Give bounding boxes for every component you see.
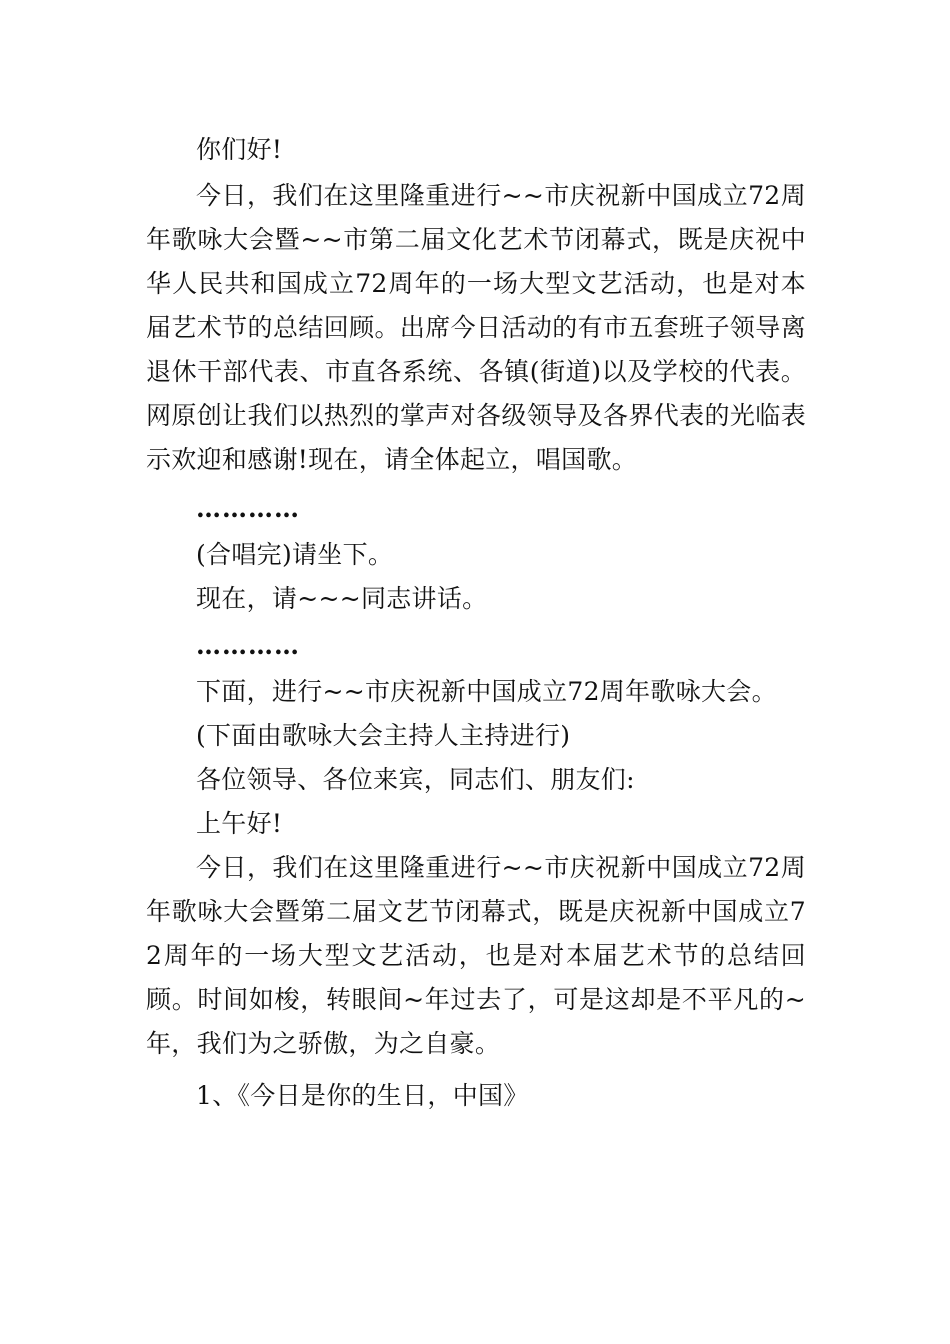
paragraph-good-morning: 上午好! <box>196 809 283 838</box>
paragraph-opening-speech: 今日，我们在这里隆重进行~~市庆祝新中国成立72周年歌咏大会暨~~市第二届文化艺术节闭幕式，既是庆祝中华人民共和国成立72周年的一场大型文艺活动，也是对本届艺术节的总结回顾。出席今日活动的有市五套班子领导离退休干部代表、市直各系统、各镇(街道)以及学校的代表。网原创让我们以热烈的掌声对各级领导及各界代表的光临表示欢迎和感谢!现在，请全体起立，唱国歌。 <box>146 181 806 474</box>
paragraph-host-speech: 今日，我们在这里隆重进行~~市庆祝新中国成立72周年歌咏大会暨第二届文艺节闭幕式，既是庆祝新中国成立72周年的一场大型文艺活动，也是对本届艺术节的总结回顾。时间如梭，转眼间~年过去了，可是这却是不平凡的~年，我们为之骄傲，为之自豪。 <box>146 853 806 1058</box>
program-item-1: 1、《今日是你的生日，中国》 <box>196 1081 529 1110</box>
paragraph-salutation: 各位领导、各位来宾，同志们、朋友们: <box>196 765 635 794</box>
document-body <box>146 128 806 1118</box>
paragraph-host-note: (下面由歌咏大会主持人主持进行) <box>196 721 571 750</box>
ellipsis-separator: ………… <box>196 631 300 660</box>
paragraph-greeting: 你们好! <box>196 135 283 164</box>
paragraph-next-item: 下面，进行~~市庆祝新中国成立72周年歌咏大会。 <box>196 677 777 706</box>
paragraph-speech-invite: 现在，请~~~同志讲话。 <box>196 584 488 613</box>
paragraph-sit-down: (合唱完)请坐下。 <box>196 540 394 569</box>
ellipsis-separator: ………… <box>196 494 300 523</box>
